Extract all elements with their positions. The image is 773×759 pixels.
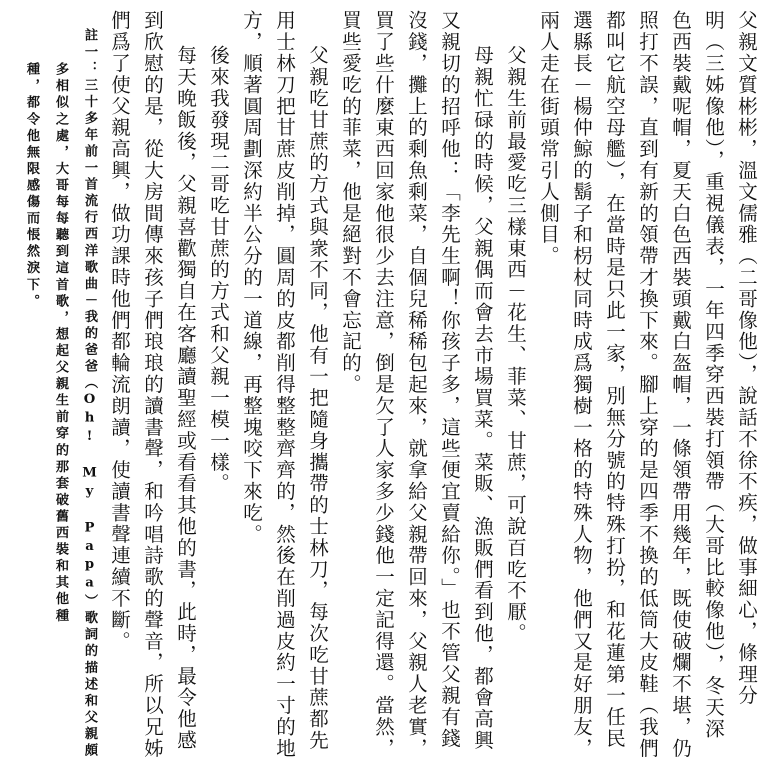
- text-column: 買些愛吃的菲菜，他是絕對不會忘記的。: [339, 10, 362, 396]
- text-column: 選縣長－楊仲鯨的鬍子和枴杖同時成爲獨樹一格的特殊人物，他們又是好朋友，: [570, 10, 593, 759]
- text-column: 買了些什麼東西回家他很少去注意，倒是欠了人家多少錢他一定記得還。當然，: [372, 10, 395, 759]
- text-column: 父親文質彬彬，溫文儒雅（二哥像他），說話不徐不疾，做事細心，條理分: [735, 10, 758, 707]
- text-column: 兩人走在街頭常引人側目。: [537, 10, 560, 267]
- footnote-column: 註一：三十多年前一首流行西洋歌曲－我的爸爸（Oh! My Papa）歌詞的描述和父親頗: [82, 28, 97, 759]
- text-column: 色西裝戴呢帽，夏天白色西裝頭戴白盔帽，一條領帶用幾年，既使破爛不堪，仍: [669, 10, 692, 759]
- text-column: 們爲了使父親高興，做功課時他們都輪流朗讀，使讀書聲連續不斷。: [108, 10, 131, 652]
- footnote-column: 種，都令他無限感傷而悵然淚下。: [24, 62, 39, 311]
- text-column: 都叫它航空母艦），在當時是只此一家，別無分號的特殊打扮，和花蓮第一任民: [603, 10, 626, 750]
- text-column: 母親忙碌的時候，父親偶而會去市場買菜。菜販、漁販們看到他，都會高興: [471, 45, 494, 752]
- text-column: 沒錢，攤上的剩魚剩菜，自個兒稀稀包起來，就拿給父親帶回來，父親人老實，: [405, 10, 428, 759]
- text-column: 父親生前最愛吃三樣東西－花生、菲菜、甘蔗，可說百吃不厭。: [504, 45, 527, 645]
- text-column: 後來我發現二哥吃甘蔗的方式和父親一模一樣。: [207, 45, 230, 495]
- text-column: 每天晚飯後，父親喜歡獨自在客廳讀聖經或看看其他的書，此時，最令他感: [174, 45, 197, 752]
- text-column: 到欣慰的是，從大房間傳來孩子們琅琅的讀書聲，和吟唱詩歌的聲音，所以兄姊: [141, 10, 164, 759]
- text-column: 明（三姊像他），重視儀表，一年四季穿西裝打領帶（大哥比較像他），冬天深: [702, 10, 725, 740]
- text-column: 又親切的招呼他：「李先生啊！你孩子多，這些便宜賣給你。」也不管父親有錢: [438, 10, 461, 750]
- text-column: 方，順著圓周劃深約半公分的一道線，再整塊咬下來吃。: [240, 10, 263, 545]
- text-column: 照打不誤，直到有新的領帶才換下來。腳上穿的是四季不換的低筒大皮鞋（我們: [636, 10, 659, 759]
- text-column: 用士林刀把甘蔗皮削掉，圓周的皮都削得整整齊齊的，然後在削過皮約一寸的地: [273, 10, 296, 759]
- text-column: 父親吃甘蔗的方式與衆不同，他有一把隨身攜帶的士林刀，每次吃甘蔗都先: [306, 45, 329, 752]
- footnote-column: 多相似之處，大哥每每聽到這首歌，想起父親生前穿的那套破舊西裝和其他種: [53, 62, 68, 625]
